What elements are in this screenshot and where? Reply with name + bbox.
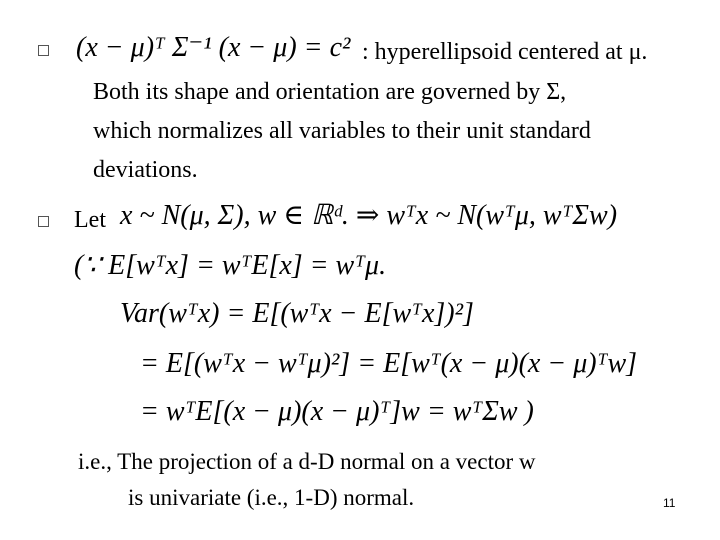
- hyperellipsoid-formula: (x − μ)ᵀ Σ⁻¹ (x − μ) = c²: [76, 32, 351, 63]
- let-word: Let: [74, 207, 106, 233]
- bullet-marker-1: [38, 45, 49, 56]
- mean-derivation: (∵ E[wᵀx] = wᵀE[x] = wᵀμ.: [74, 250, 387, 281]
- conclusion-line-2: is univariate (i.e., 1-D) normal.: [128, 485, 415, 510]
- conclusion-line-1: i.e., The projection of a d-D normal on a vector w: [78, 449, 536, 474]
- variance-definition: Var(wᵀx) = E[(wᵀx − E[wᵀx])²]: [120, 298, 474, 329]
- bullet1-line-3: deviations.: [93, 157, 198, 183]
- bullet1-line-1: Both its shape and orientation are governed by Σ,: [93, 79, 567, 105]
- variance-step-2: = wᵀE[(x − μ)(x − μ)ᵀ]w = wᵀΣw ): [140, 396, 534, 427]
- projection-formula: x ~ N(μ, Σ), w ∈ ℝᵈ. ⇒ wᵀx ~ N(wᵀμ, wᵀΣw): [120, 200, 618, 231]
- variance-step-1: = E[(wᵀx − wᵀμ)²] = E[wᵀ(x − μ)(x − μ)ᵀw]: [140, 348, 638, 379]
- hyperellipsoid-label: : hyperellipsoid centered at μ.: [362, 39, 648, 65]
- page-number: 11: [663, 496, 676, 510]
- bullet-marker-2: [38, 216, 49, 227]
- bullet1-line-2: which normalizes all variables to their unit standard: [93, 118, 591, 144]
